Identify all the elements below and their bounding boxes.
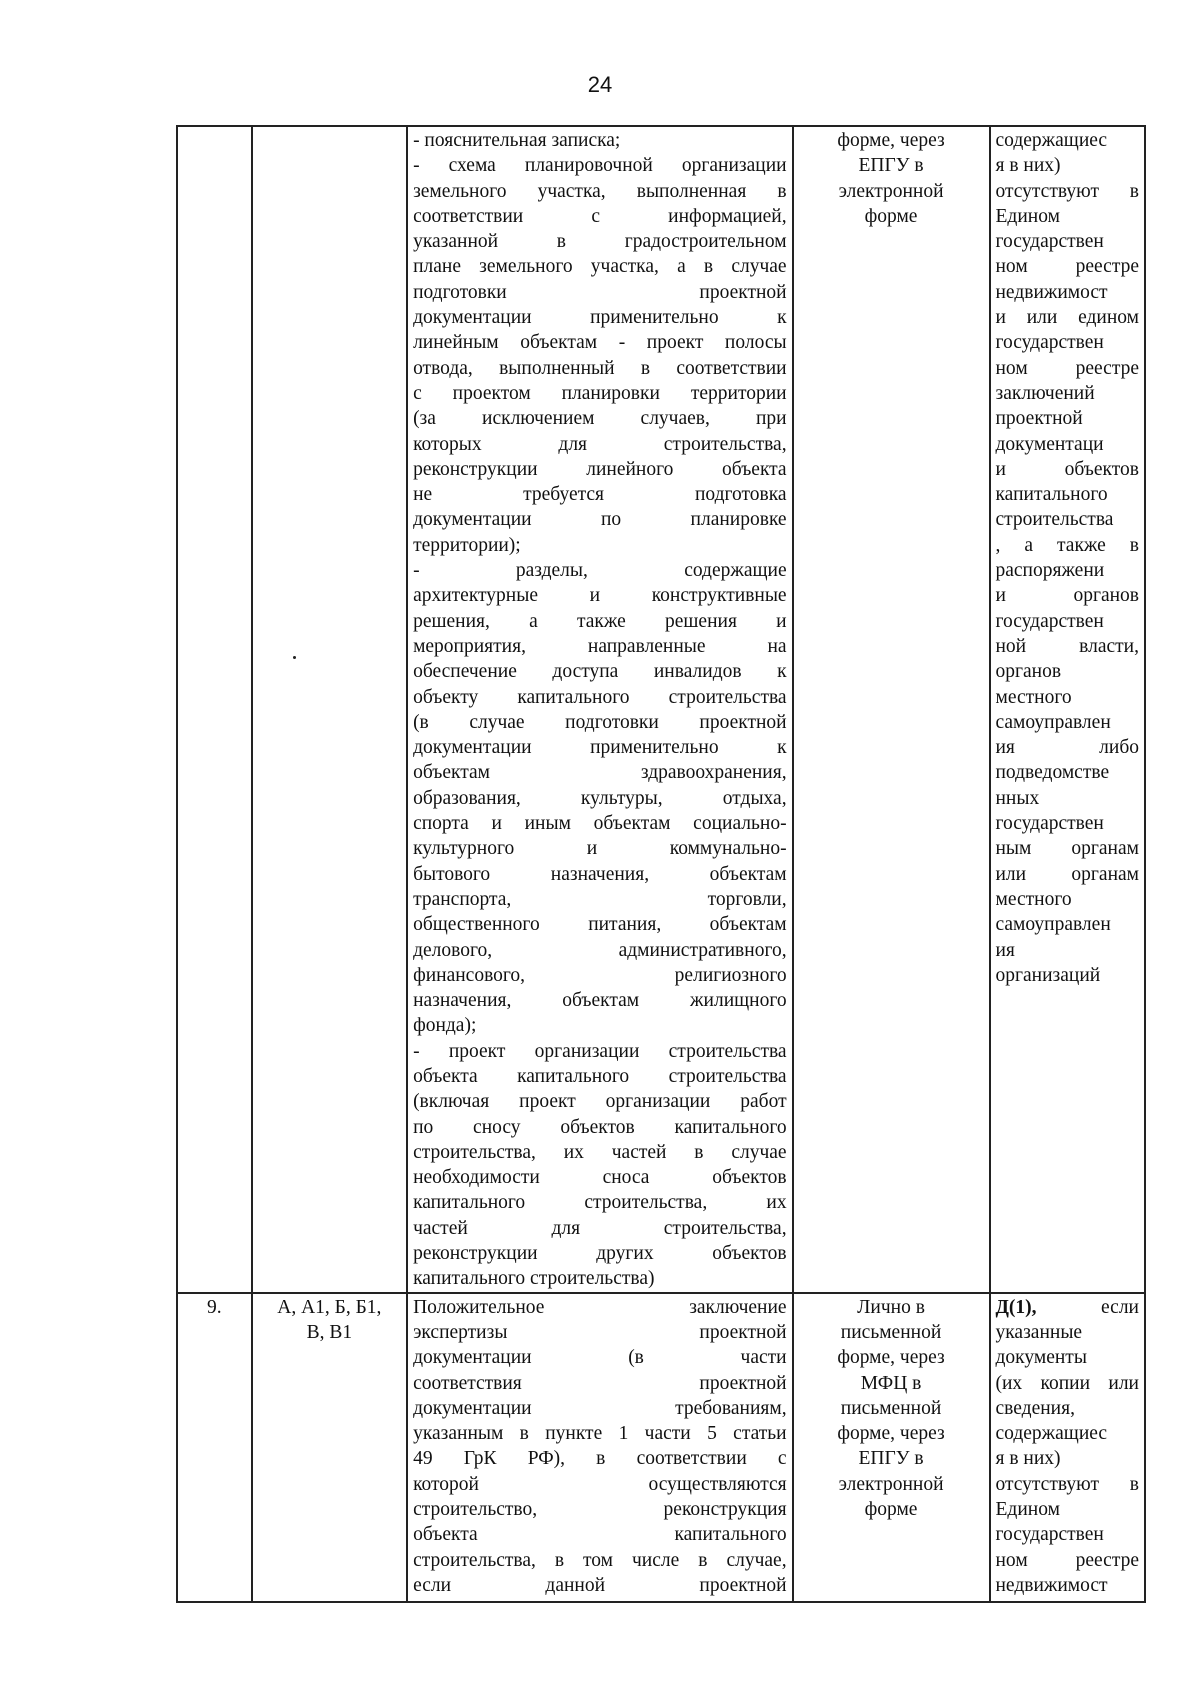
- note-line: сведения,: [995, 1397, 1075, 1419]
- note-line: я в них): [995, 1448, 1061, 1470]
- note-line: (их копии или: [995, 1372, 1139, 1394]
- note-line: распоряжени: [995, 560, 1105, 582]
- document-line: (в случае подготовки проектной: [413, 711, 787, 733]
- document-line: объектам здравоохранения,: [413, 762, 787, 784]
- row-number-cell: [177, 126, 252, 1293]
- document-line: спорта и иным объектам социально-: [413, 813, 787, 835]
- note-line: ной власти,: [995, 635, 1139, 657]
- document-line: мероприятия, направленные на: [413, 635, 787, 657]
- document-line: обеспечение доступа инвалидов к: [413, 661, 787, 683]
- document-line: - разделы, содержащие: [413, 560, 787, 582]
- document-line: культурного и коммунально-: [413, 838, 787, 860]
- note-line: Едином: [995, 205, 1060, 227]
- note-line: государствен: [995, 813, 1104, 835]
- note-line: или органам: [995, 863, 1139, 885]
- document-line: линейным объектам - проект полосы: [413, 332, 787, 354]
- note-line: проектной: [995, 408, 1083, 430]
- note-line: подведомстве: [995, 762, 1110, 784]
- document-line: (за исключением случаев, при: [413, 408, 787, 430]
- stray-mark: [293, 656, 296, 659]
- submission-line: форме, через: [837, 1423, 945, 1445]
- document-line: указанным в пункте 1 части 5 статьи: [413, 1423, 787, 1445]
- submission-line: ЕПГУ в: [858, 1448, 924, 1470]
- note-line: недвижимост: [995, 1574, 1108, 1596]
- document-line: указанной в градостроительном: [413, 231, 787, 253]
- note-line: капитального: [995, 484, 1108, 506]
- submission-line: форме: [864, 1499, 918, 1521]
- document-line: общественного питания, объектам: [413, 914, 787, 936]
- note-cell: [990, 1293, 1146, 1602]
- document-line: объекту капитального строительства: [413, 686, 787, 708]
- document-line: если данной проектной: [413, 1574, 787, 1596]
- note-line: и объектов: [995, 458, 1139, 480]
- note-line: ия: [995, 939, 1015, 961]
- document-line: строительства, их частей в случае: [413, 1141, 787, 1163]
- document-line: капитального строительства, их: [413, 1192, 787, 1214]
- document-line: объекта капитального: [413, 1524, 787, 1546]
- note-line: документы: [995, 1347, 1087, 1369]
- document-line: решения, а также решения и: [413, 610, 787, 632]
- document-code: Д(1),: [995, 1296, 1037, 1318]
- note-line: местного: [995, 888, 1072, 910]
- note-line: органов: [995, 661, 1062, 683]
- note-line: ным органам: [995, 838, 1139, 860]
- submission-method-cell: [793, 1293, 990, 1602]
- note-line: ном реестре: [995, 256, 1139, 278]
- document-line: отвода, выполненный в соответствии: [413, 357, 787, 379]
- submission-line: письменной: [840, 1321, 942, 1343]
- document-line: документации применительно к: [413, 307, 787, 329]
- submission-line: форме, через: [837, 1347, 945, 1369]
- note-line: указанные: [995, 1321, 1083, 1343]
- document-line: частей для строительства,: [413, 1217, 787, 1239]
- page-number: 24: [587, 72, 613, 97]
- note-line: ном реестре: [995, 357, 1139, 379]
- note-line: я в них): [995, 155, 1061, 177]
- note-line: [996, 1295, 1140, 1320]
- document-line: (включая проект организации работ: [413, 1091, 787, 1113]
- document-line: соответствии с информацией,: [413, 205, 787, 227]
- submission-line: ЕПГУ в: [858, 155, 924, 177]
- note-line: ия либо: [995, 737, 1139, 759]
- note-line: самоуправлен: [995, 711, 1111, 733]
- note-line: самоуправлен: [995, 914, 1111, 936]
- document-line: которых для строительства,: [413, 433, 787, 455]
- document-line: соответствия проектной: [413, 1372, 787, 1394]
- document-line: архитектурные и конструктивные: [413, 585, 787, 607]
- document-line: строительства, в том числе в случае,: [413, 1549, 787, 1571]
- document-line: подготовки проектной: [413, 281, 787, 303]
- document-line: - пояснительная записка;: [413, 130, 621, 151]
- document-line: документации по планировке: [413, 509, 787, 531]
- document-line: документации применительно к: [413, 737, 787, 759]
- note-line: и или едином: [995, 307, 1139, 329]
- note-line: государствен: [995, 231, 1104, 253]
- document-line: реконструкции линейного объекта: [413, 458, 787, 480]
- document-line: экспертизы проектной: [413, 1321, 787, 1343]
- document-line: - проект организации строительства: [413, 1040, 787, 1062]
- document-line: бытового назначения, объектам: [413, 863, 787, 885]
- note-line: отсутствуют в: [995, 180, 1139, 202]
- note-line: Едином: [995, 1499, 1060, 1521]
- note-line: государствен: [995, 332, 1104, 354]
- category-line: В, В1: [306, 1321, 353, 1343]
- document-line: назначения, объектам жилищного: [413, 990, 787, 1012]
- document-line: документации (в части: [413, 1347, 787, 1369]
- document-line: объекта капитального строительства: [413, 1065, 787, 1087]
- document-line: территории);: [413, 534, 521, 556]
- document-line: образования, культуры, отдыха,: [413, 787, 787, 809]
- submission-line: форме: [864, 205, 918, 227]
- category-line: А, А1, Б, Б1,: [277, 1296, 382, 1318]
- table-row: [177, 1293, 1145, 1602]
- note-line: ном реестре: [995, 1549, 1139, 1571]
- table-row: [177, 126, 1145, 1293]
- submission-line: форме, через: [837, 130, 945, 151]
- note-line: содержащиес: [995, 130, 1108, 151]
- document-line: которой осуществляются: [413, 1473, 787, 1495]
- document-line: реконструкции других объектов: [413, 1243, 787, 1265]
- document-line: фонда);: [413, 1015, 477, 1037]
- note-line: и органов: [995, 585, 1139, 607]
- document-line: - схема планировочной организации: [413, 155, 787, 177]
- document-line: по сносу объектов капитального: [413, 1116, 787, 1138]
- note-line: строительства: [995, 509, 1114, 531]
- document-line: 49 ГрК РФ), в соответствии с: [413, 1448, 787, 1470]
- note-line: документаци: [995, 433, 1104, 455]
- submission-line: электронной: [838, 180, 944, 202]
- submission-line: МФЦ в: [860, 1372, 922, 1394]
- documents-cell: [407, 1293, 793, 1602]
- documents-cell: [407, 126, 793, 1293]
- document-line: делового, административного,: [413, 939, 787, 961]
- note-line: государствен: [995, 610, 1104, 632]
- document-line: транспорта, торговли,: [413, 888, 787, 910]
- document-line: с проектом планировки территории: [413, 382, 787, 404]
- submission-line: Лично в: [857, 1296, 925, 1318]
- note-cell: [990, 126, 1146, 1293]
- document-line: плане земельного участка, а в случае: [413, 256, 787, 278]
- note-text: если: [1101, 1296, 1139, 1318]
- documents-table: [176, 125, 1146, 1603]
- document-line: финансового, религиозного: [413, 964, 787, 986]
- categories-cell: [252, 126, 407, 1293]
- document-line: капитального строительства): [413, 1268, 655, 1290]
- document-line: не требуется подготовка: [413, 484, 787, 506]
- document-line: документации требованиям,: [413, 1397, 787, 1419]
- note-line: недвижимост: [995, 281, 1108, 303]
- note-line: содержащиес: [995, 1423, 1108, 1445]
- note-line: местного: [995, 686, 1072, 708]
- note-line: организаций: [995, 964, 1101, 986]
- note-line: нных: [995, 787, 1040, 809]
- document-line: земельного участка, выполненная в: [413, 180, 787, 202]
- row-number-cell: 9.: [177, 1293, 252, 1602]
- note-line: , а также в: [995, 534, 1139, 556]
- submission-method-cell: [793, 126, 990, 1293]
- categories-cell: [252, 1293, 407, 1602]
- note-line: государствен: [995, 1524, 1104, 1546]
- note-line: отсутствуют в: [995, 1473, 1139, 1495]
- document-line: необходимости сноса объектов: [413, 1167, 787, 1189]
- document-line: Положительное заключение: [413, 1296, 787, 1318]
- submission-line: письменной: [840, 1397, 942, 1419]
- note-line: заключений: [995, 382, 1095, 404]
- document-line: строительство, реконструкция: [413, 1499, 787, 1521]
- submission-line: электронной: [838, 1473, 944, 1495]
